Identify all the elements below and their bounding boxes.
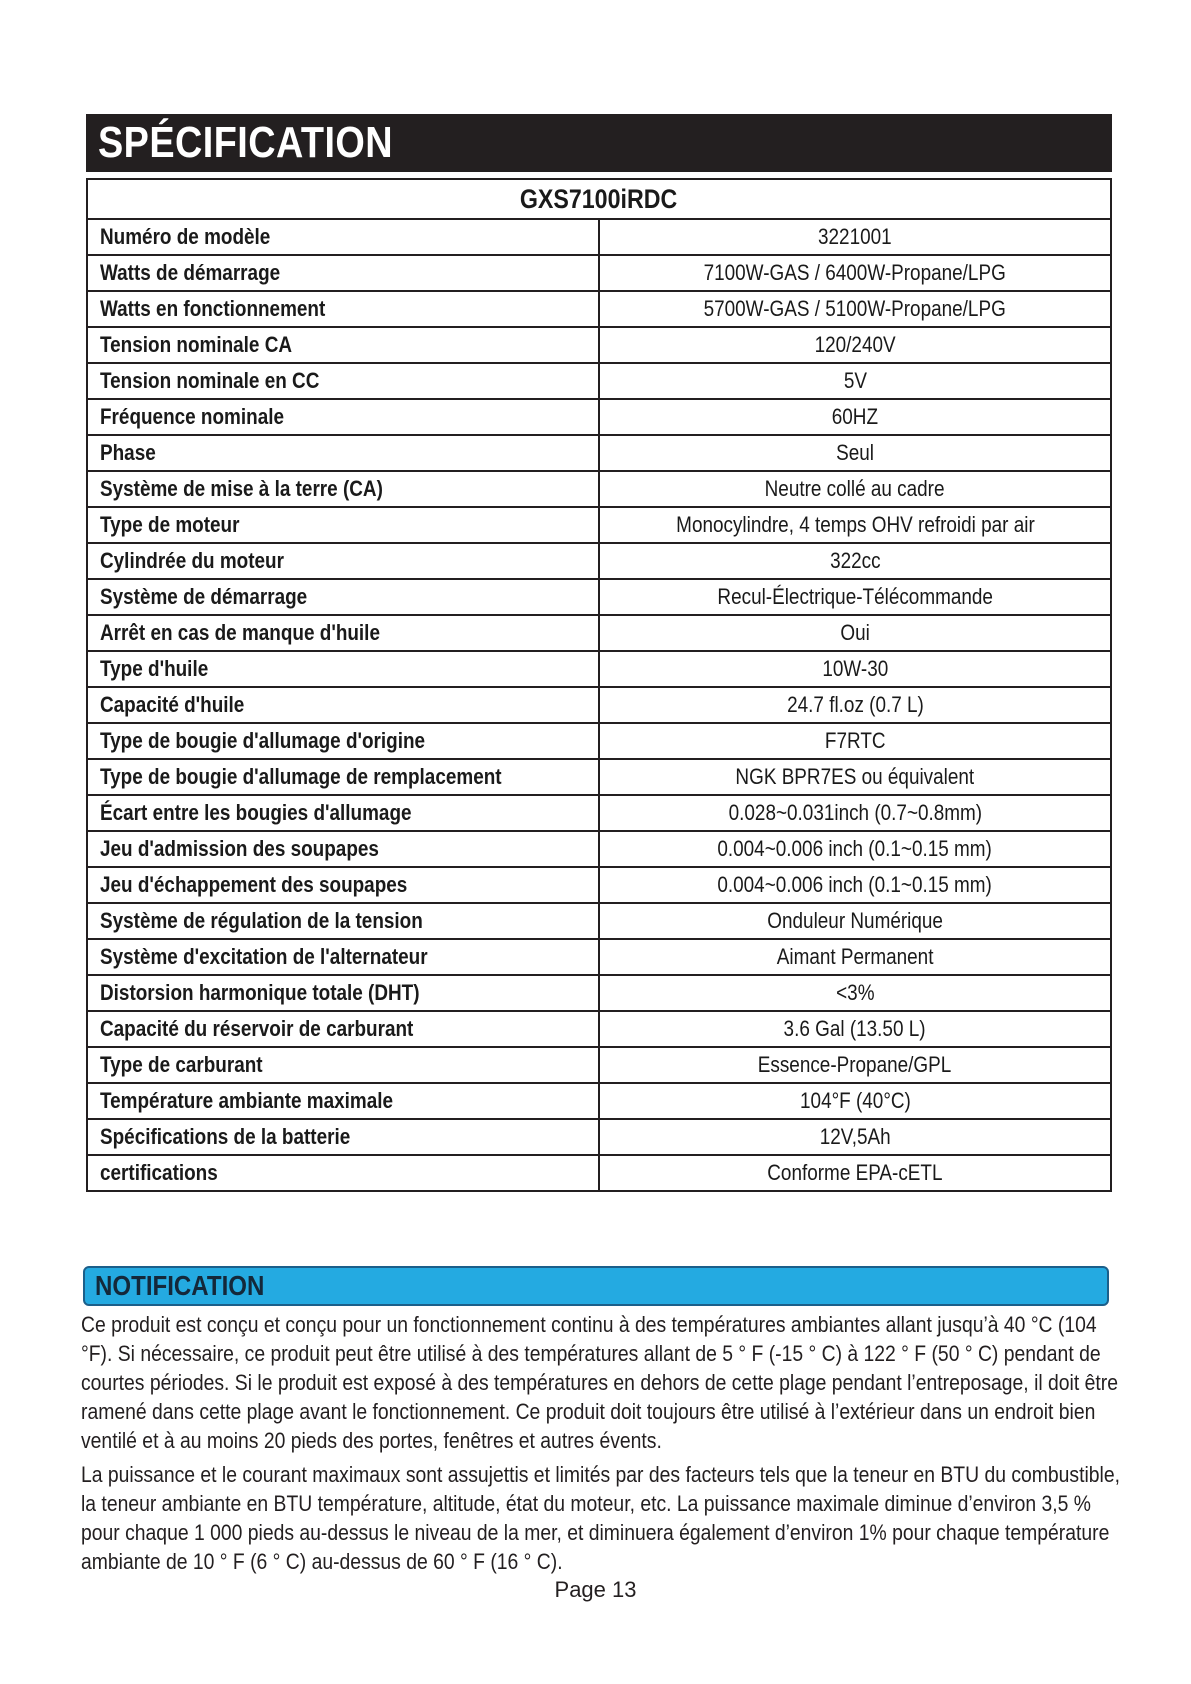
spec-value-cell	[599, 327, 1111, 363]
notification-paragraph-1: Ce produit est conçu et conçu pour un fonctionnement continu à des températures ambiantes allant jusqu’à 40 °C (104 °F). Si nécessaire, ce produit peut être utilisé à des températures allant de 5 ° F (-15 ° C) à 122 ° F (50 ° C) pendant de courtes périodes. Si le produit est exposé à des températures en dehors de cette plage pendant l’entreposage, il doit être ramené dans cette plage avant le fonctionnement. Ce produit doit toujours être utilisé à l’extérieur dans un endroit bien ventilé et à au moins 20 pieds des portes, fenêtres et autres évents.	[81, 1312, 1118, 1453]
spec-value-cell	[599, 903, 1111, 939]
spec-value: Seul	[836, 440, 874, 465]
spec-label-cell	[87, 399, 599, 435]
spec-label-cell	[87, 1119, 599, 1155]
spec-label: Jeu d'admission des soupapes	[100, 836, 379, 861]
spec-row	[87, 1083, 1111, 1119]
spec-label: Capacité d'huile	[100, 692, 245, 717]
spec-row	[87, 1047, 1111, 1083]
spec-value-cell	[599, 579, 1111, 615]
spec-label: Système d'excitation de l'alternateur	[100, 944, 428, 969]
spec-row	[87, 615, 1111, 651]
spec-label-cell	[87, 471, 599, 507]
spec-label-cell	[87, 507, 599, 543]
spec-value: 10W-30	[822, 656, 888, 681]
spec-value-cell	[599, 1011, 1111, 1047]
spec-value: 7100W-GAS / 6400W-Propane/LPG	[703, 260, 1007, 285]
spec-row	[87, 543, 1111, 579]
spec-label-cell	[87, 1155, 599, 1191]
spec-label: Watts en fonctionnement	[100, 296, 326, 321]
spec-row	[87, 471, 1111, 507]
spec-label: Spécifications de la batterie	[100, 1124, 351, 1149]
spec-value-cell	[599, 255, 1111, 291]
spec-value: Onduleur Numérique	[767, 908, 943, 933]
spec-row	[87, 399, 1111, 435]
spec-value-cell	[599, 363, 1111, 399]
spec-value: Recul-Électrique-Télécommande	[717, 584, 993, 609]
spec-row	[87, 651, 1111, 687]
spec-label: Jeu d'échappement des soupapes	[100, 872, 408, 897]
spec-value: F7RTC	[824, 728, 886, 753]
specification-table-body	[87, 219, 1111, 1191]
spec-value-cell	[599, 543, 1111, 579]
spec-value-cell	[599, 471, 1111, 507]
spec-value: Essence-Propane/GPL	[758, 1052, 952, 1077]
spec-row	[87, 579, 1111, 615]
spec-value: 5700W-GAS / 5100W-Propane/LPG	[703, 296, 1007, 321]
spec-value-cell	[599, 435, 1111, 471]
spec-label-cell	[87, 831, 599, 867]
spec-row	[87, 939, 1111, 975]
spec-label: Fréquence nominale	[100, 404, 284, 429]
spec-value-cell	[599, 1083, 1111, 1119]
spec-value: 322cc	[829, 548, 881, 573]
spec-value: 5V	[843, 368, 867, 393]
spec-label: Phase	[100, 440, 156, 465]
spec-value: <3%	[835, 980, 875, 1005]
spec-label-cell	[87, 1047, 599, 1083]
spec-value-cell	[599, 831, 1111, 867]
specification-title: SPÉCIFICATION	[98, 118, 394, 167]
spec-value-cell	[599, 687, 1111, 723]
spec-row	[87, 795, 1111, 831]
spec-label-cell	[87, 687, 599, 723]
spec-label: Cylindrée du moteur	[100, 548, 284, 573]
spec-label: Type de moteur	[100, 512, 240, 537]
specification-header	[86, 114, 1112, 172]
spec-value-cell	[599, 723, 1111, 759]
spec-row	[87, 219, 1111, 255]
spec-label-cell	[87, 579, 599, 615]
spec-label-cell	[87, 651, 599, 687]
specification-table	[86, 178, 1112, 1192]
spec-label: Système de démarrage	[100, 584, 308, 609]
spec-label: Type de bougie d'allumage d'origine	[100, 728, 426, 753]
spec-value: Neutre collé au cadre	[765, 476, 945, 501]
page-number: Page 13	[554, 1577, 637, 1602]
spec-label: Numéro de modèle	[100, 224, 271, 249]
spec-row	[87, 903, 1111, 939]
spec-label: Watts de démarrage	[100, 260, 281, 285]
spec-value-cell	[599, 291, 1111, 327]
spec-row	[87, 1155, 1111, 1191]
spec-label: Tension nominale CA	[100, 332, 293, 357]
spec-value: Conforme EPA-cETL	[767, 1160, 943, 1185]
spec-label: Type d'huile	[100, 656, 209, 681]
spec-value: NGK BPR7ES ou équivalent	[735, 764, 975, 789]
spec-label: Distorsion harmonique totale (DHT)	[100, 980, 420, 1005]
model-title-row	[87, 179, 1111, 219]
spec-value: 3.6 Gal (13.50 L)	[783, 1016, 926, 1041]
spec-row	[87, 291, 1111, 327]
spec-label: Système de régulation de la tension	[100, 908, 423, 933]
spec-row	[87, 975, 1111, 1011]
spec-label-cell	[87, 219, 599, 255]
spec-label-cell	[87, 867, 599, 903]
spec-row	[87, 255, 1111, 291]
spec-row	[87, 1011, 1111, 1047]
spec-value: 3221001	[818, 224, 892, 249]
spec-label-cell	[87, 939, 599, 975]
spec-label-cell	[87, 255, 599, 291]
spec-label-cell	[87, 291, 599, 327]
model-title: GXS7100iRDC	[520, 183, 678, 214]
spec-value-cell	[599, 219, 1111, 255]
spec-label: Capacité du réservoir de carburant	[100, 1016, 414, 1041]
spec-value: 60HZ	[831, 404, 879, 429]
spec-value: 104°F (40°C)	[799, 1088, 911, 1113]
spec-row	[87, 363, 1111, 399]
spec-value-cell	[599, 867, 1111, 903]
notification-paragraph-2: La puissance et le courant maximaux sont assujettis et limités par des facteurs tels que la teneur en BTU du combustible, la teneur ambiante en BTU température, altitude, état du moteur, etc. La puissance maximale diminue d’environ 3,5 % pour chaque 1 000 pieds au-dessus le niveau de la mer, et diminuera également d’environ 1% pour chaque température ambiante de 10 ° F (6 ° C) au-dessus de 60 ° F (16 ° C).	[81, 1462, 1120, 1574]
spec-label: Système de mise à la terre (CA)	[100, 476, 383, 501]
spec-row	[87, 1119, 1111, 1155]
spec-value: Aimant Permanent	[776, 944, 934, 969]
spec-value-cell	[599, 759, 1111, 795]
spec-label-cell	[87, 615, 599, 651]
spec-label-cell	[87, 975, 599, 1011]
spec-value-cell	[599, 795, 1111, 831]
notification-banner	[83, 1266, 1109, 1306]
spec-value-cell	[599, 651, 1111, 687]
spec-row	[87, 435, 1111, 471]
spec-label-cell	[87, 759, 599, 795]
spec-label-cell	[87, 327, 599, 363]
spec-label-cell	[87, 435, 599, 471]
spec-label-cell	[87, 795, 599, 831]
spec-value: 120/240V	[814, 332, 896, 357]
spec-label-cell	[87, 1083, 599, 1119]
spec-value-cell	[599, 399, 1111, 435]
spec-label-cell	[87, 363, 599, 399]
spec-value-cell	[599, 1119, 1111, 1155]
spec-row	[87, 723, 1111, 759]
spec-value: 0.004~0.006 inch (0.1~0.15 mm)	[717, 836, 993, 861]
spec-label-cell	[87, 903, 599, 939]
spec-row	[87, 687, 1111, 723]
spec-label: Type de bougie d'allumage de remplacement	[100, 764, 502, 789]
spec-label-cell	[87, 543, 599, 579]
spec-label: Arrêt en cas de manque d'huile	[100, 620, 380, 645]
spec-value-cell	[599, 1155, 1111, 1191]
spec-row	[87, 507, 1111, 543]
spec-label: certifications	[100, 1160, 218, 1185]
spec-value-cell	[599, 1047, 1111, 1083]
spec-label-cell	[87, 1011, 599, 1047]
notification-title: NOTIFICATION	[95, 1270, 265, 1301]
spec-value-cell	[599, 615, 1111, 651]
spec-label: Écart entre les bougies d'allumage	[100, 800, 412, 825]
spec-row	[87, 831, 1111, 867]
spec-label: Type de carburant	[100, 1052, 263, 1077]
spec-value: 0.028~0.031inch (0.7~0.8mm)	[728, 800, 982, 825]
spec-value: Monocylindre, 4 temps OHV refroidi par air	[675, 512, 1035, 537]
spec-value: 0.004~0.006 inch (0.1~0.15 mm)	[717, 872, 993, 897]
spec-value-cell	[599, 939, 1111, 975]
spec-row	[87, 759, 1111, 795]
spec-value-cell	[599, 507, 1111, 543]
spec-label: Tension nominale en CC	[100, 368, 320, 393]
spec-row	[87, 867, 1111, 903]
spec-value: Oui	[840, 620, 870, 645]
spec-value: 24.7 fl.oz (0.7 L)	[786, 692, 924, 717]
spec-value-cell	[599, 975, 1111, 1011]
spec-label: Température ambiante maximale	[100, 1088, 394, 1113]
spec-label-cell	[87, 723, 599, 759]
spec-row	[87, 327, 1111, 363]
spec-value: 12V,5Ah	[819, 1124, 891, 1149]
model-title-cell	[87, 179, 1111, 219]
